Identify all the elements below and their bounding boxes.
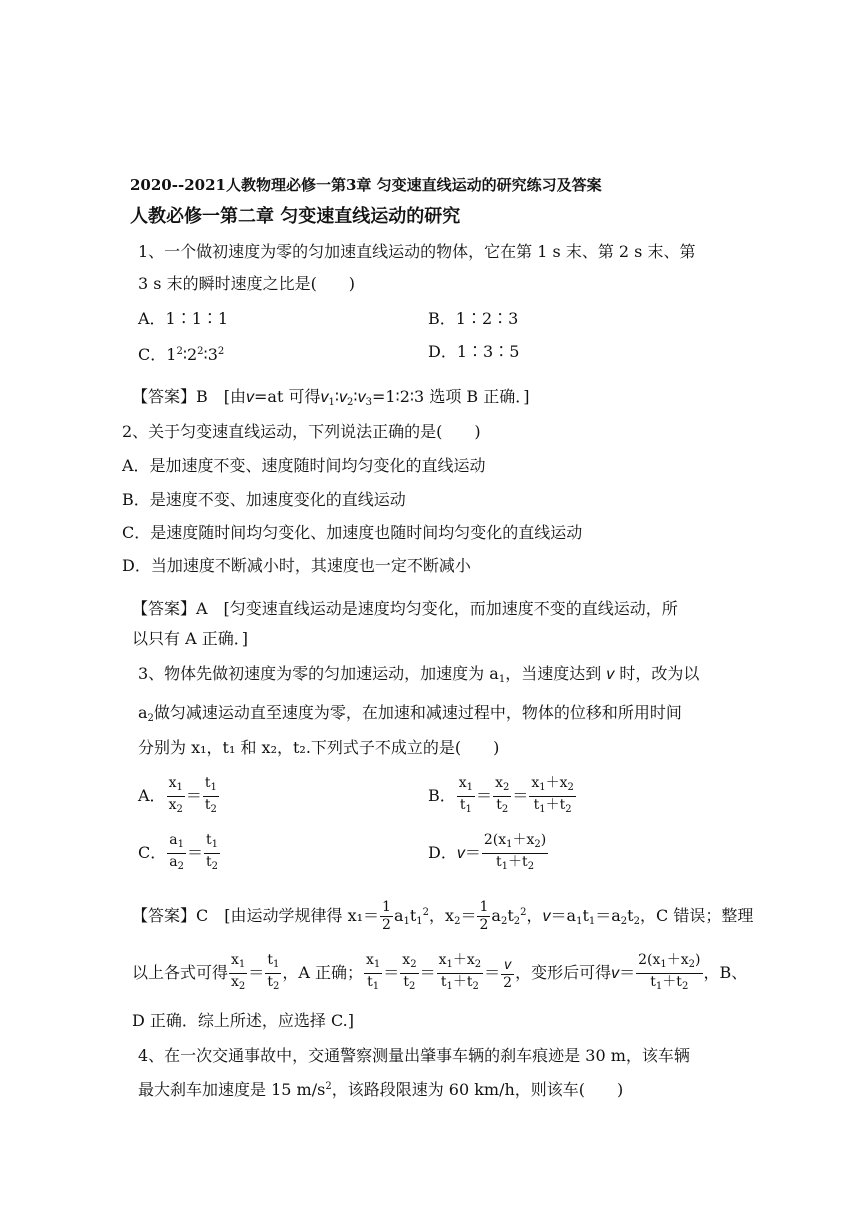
q1-stem-line2: 3 s 末的瞬时速度之比是( ): [138, 274, 356, 293]
q3-answer-line3: D 正确．综上所述，应选择 C.]: [132, 1011, 355, 1030]
chapter-subtitle: 人教必修一第二章 匀变速直线运动的研究: [130, 206, 461, 227]
q2-option-d: D．当加速度不断减小时，其速度也一定不断减小: [122, 556, 471, 575]
q2-stem: 2、关于匀变速直线运动，下列说法正确的是( ): [122, 422, 481, 441]
q2-option-c: C．是速度随时间均匀变化、加速度也随时间均匀变化的直线运动: [122, 523, 583, 542]
q1-option-d: D．1∶3∶5: [428, 342, 520, 361]
q2-option-a: A．是加速度不变、速度随时间均匀变化的直线运动: [122, 456, 486, 475]
q2-option-b: B．是速度不变、加速度变化的直线运动: [122, 490, 406, 509]
q3-option-d: D．v＝ $\frac{2(x_1+x_2)}{t_1+t_2}$: [428, 832, 547, 872]
q4-stem-line2: 最大刹车加速度是 15 $m/s^2$，该路段限速为 60 km/h，则该车( ): [138, 1080, 624, 1099]
q3-stem-line1: 3、物体先做初速度为零的匀加速运动，加速度为 $a_1$，当速度达到 v 时，改为以: [138, 664, 700, 685]
q2-answer-line2: 以只有 A 正确．]: [132, 629, 248, 648]
q1-answer: 【答案】B [由v=at 可得$v_1∶v_2∶v_3=1∶2∶3$ 选项 B 正确．]: [132, 387, 530, 408]
document-title: 2020--2021人教物理必修一第3章 匀变速直线运动的研究练习及答案: [130, 176, 602, 194]
q3-stem-line2: $a_2$做匀减速运动直至速度为零，在加速和减速过程中，物体的位移和所用时间: [138, 703, 682, 724]
q3-option-b: B． $\frac{x_1}{t_1}$ ＝ $\frac{x_2}{t_2}$ ＝ $\frac{x_1+x_2}{t_1+t_2}$: [428, 775, 574, 815]
q3-option-a: A． $\frac{x_1}{x_2}$ ＝ $\frac{t_1}{t_2}$: [138, 775, 217, 815]
q2-answer-line1: 【答案】A [匀变速直线运动是速度均匀变化，而加速度不变的直线运动，所: [132, 599, 678, 618]
q1-stem-line1: 1、一个做初速度为零的匀加速直线运动的物体，它在第 1 s 末、第 2 s 末、第: [138, 242, 696, 261]
q3-option-c: C． $\frac{a_1}{a_2}$ ＝ $\frac{t_1}{t_2}$: [138, 832, 219, 872]
q3-answer-line2: 以上各式可得 $\frac{x_1}{x_2}$ ＝ $\frac{t_1}{t_2}$ ，A 正确； $\frac{x_1}{t_1}$ ＝ $\frac{x_2}{t_2}$ ＝ $\frac{x_1+x_2}{t_1+t_2}$ ＝ $\frac{v}{2}$ ，变形后可得v＝ $\frac{2(x_1+x_2)}{t_1+t_2}$ ，B、: [132, 952, 748, 992]
q3-answer-line1: 【答案】C [由运动学规律得 x₁＝ $\frac{1}{2}$ $a_1t_1^2$，$x_2=$ $\frac{1}{2}$ $a_2t_2^2$，$v=a_1t_1=a_2t_2$，C 错误；整理: [132, 899, 754, 933]
q1-option-c: C．$1^2∶2^2∶3^2$: [138, 345, 225, 364]
q1-option-a: A．1∶1∶1: [138, 309, 229, 328]
q1-option-b: B．1∶2∶3: [428, 309, 519, 328]
q4-stem-line1: 4、在一次交通事故中，交通警察测量出肇事车辆的刹车痕迹是 30 m，该车辆: [138, 1046, 690, 1065]
q3-stem-line3: 分别为 x₁，t₁ 和 x₂，t₂.下列式子不成立的是( ): [138, 738, 500, 757]
